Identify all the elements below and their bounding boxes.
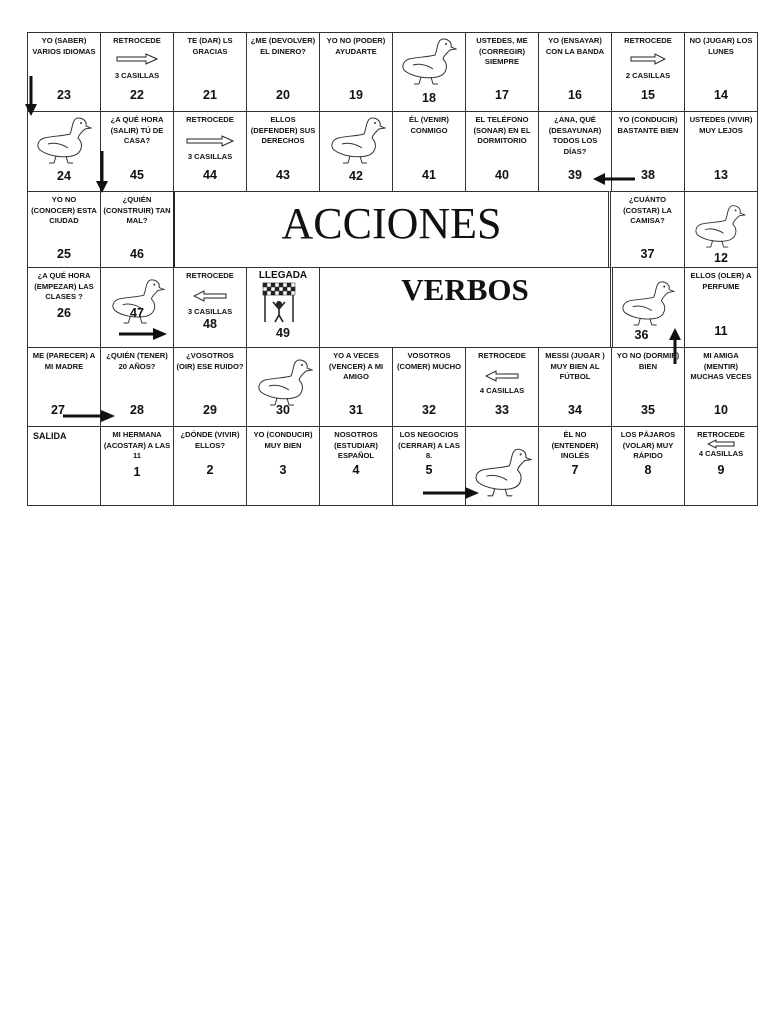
- goose-icon: [399, 35, 457, 85]
- square-number: 36: [634, 328, 649, 342]
- square-text: RETROCEDE: [697, 430, 745, 439]
- square-number: 24: [57, 169, 71, 183]
- square-number: 46: [130, 247, 144, 261]
- square-number: 21: [203, 88, 217, 102]
- square-number: 42: [349, 169, 363, 183]
- square-number: 25: [57, 247, 71, 261]
- square-25[interactable]: [27, 191, 101, 268]
- square-number: 19: [349, 88, 363, 102]
- square-23[interactable]: [27, 32, 101, 112]
- goose-icon: [255, 356, 313, 406]
- square-7[interactable]: [538, 426, 612, 506]
- square-11[interactable]: [684, 267, 758, 348]
- square-15[interactable]: [611, 32, 685, 112]
- square-number: 31: [349, 403, 363, 417]
- path-arrow-left-icon: [593, 173, 635, 185]
- finish-flag-icon: [262, 282, 296, 324]
- square-16[interactable]: [538, 32, 612, 112]
- square-number: 2: [206, 463, 214, 477]
- square-text: YO (SABER) VARIOS IDIOMAS: [32, 36, 96, 56]
- square-3[interactable]: [246, 426, 320, 506]
- square-text: MI AMIGA (MENTIR) MUCHAS VECES: [690, 351, 752, 382]
- square-text: RETROCEDE: [186, 115, 234, 124]
- square-text: YO NO (CONOCER) ESTA CIUDAD: [31, 195, 97, 226]
- square-18[interactable]: [392, 32, 466, 112]
- square-subtext: 4 CASILLAS: [698, 449, 744, 458]
- square-number: 26: [57, 306, 71, 320]
- square-text: ¿QUIÉN (TENER) 20 AÑOS?: [106, 351, 168, 371]
- square-8[interactable]: [611, 426, 685, 506]
- game-board: [27, 32, 758, 506]
- square-subtext: 3 CASILLAS: [114, 71, 160, 80]
- square-number: 35: [641, 403, 655, 417]
- square-number: 40: [495, 168, 509, 182]
- goose-icon: [619, 278, 675, 326]
- square-text: ME (PARECER) A MI MADRE: [32, 351, 96, 371]
- square-45[interactable]: [100, 111, 174, 192]
- square-text: NOSOTROS (ESTUDIAR) ESPAÑOL: [334, 430, 378, 461]
- square-22[interactable]: [100, 32, 174, 112]
- square-number: 12: [714, 251, 728, 265]
- path-arrow-right-icon: [63, 410, 115, 422]
- square-number: 14: [714, 88, 728, 102]
- square-text: ELLOS (OLER) A PERFUME: [690, 271, 752, 291]
- square-number: 49: [276, 326, 290, 340]
- square-number: 4: [352, 463, 360, 477]
- goose-icon: [691, 202, 747, 248]
- square-text: MI HERMANA (ACOSTAR) A LAS 11: [103, 430, 171, 461]
- square-12[interactable]: [684, 191, 758, 268]
- title-verbos: VERBOS: [401, 272, 529, 307]
- square-subtext: 3 CASILLAS: [187, 307, 233, 316]
- square-number: 3: [279, 463, 287, 477]
- square-text: USTEDES (VIVIR) MUY LEJOS: [689, 115, 753, 135]
- arrow-left-icon: [193, 290, 227, 302]
- square-number: 17: [495, 88, 509, 102]
- path-arrow-right-icon: [423, 487, 479, 499]
- square-33[interactable]: [465, 347, 539, 427]
- square-30[interactable]: [246, 347, 320, 427]
- square-number: 29: [203, 403, 217, 417]
- square-20[interactable]: [246, 32, 320, 112]
- square-text: ¿A QUÉ HORA (EMPEZAR) LAS CLASES ?: [34, 271, 94, 302]
- square-subtext: 3 CASILLAS: [187, 152, 233, 161]
- square-number: 27: [51, 403, 65, 417]
- square-49-llegada[interactable]: [246, 267, 320, 348]
- square-number: 43: [276, 168, 290, 182]
- square-44[interactable]: [173, 111, 247, 192]
- square-text: TE (DAR) LS GRACIAS: [187, 36, 233, 56]
- square-subtext: 2 CASILLAS: [625, 71, 671, 80]
- square-13[interactable]: [684, 111, 758, 192]
- square-number: 11: [714, 324, 728, 338]
- square-number: 44: [203, 168, 217, 182]
- square-text: RETROCEDE: [186, 271, 234, 280]
- square-number: 18: [422, 91, 436, 105]
- arrow-right-icon: [186, 135, 234, 147]
- square-number: 7: [571, 463, 579, 477]
- square-number: 45: [130, 168, 144, 182]
- square-29[interactable]: [173, 347, 247, 427]
- arrow-left-icon: [707, 439, 735, 449]
- goose-icon: [328, 114, 386, 164]
- square-32[interactable]: [392, 347, 466, 427]
- square-text: ¿ANA, QUÉ (DESAYUNAR) TODOS LOS DÍAS?: [548, 115, 602, 156]
- square-text: MESSI (JUGAR ) MUY BIEN AL FÚTBOL: [545, 351, 605, 382]
- arrow-left-icon: [485, 370, 519, 382]
- square-26[interactable]: [27, 267, 101, 348]
- square-9[interactable]: [684, 426, 758, 506]
- square-text: LOS NEGOCIOS (CERRAR) A LAS 8.: [398, 430, 460, 461]
- square-number: 38: [641, 168, 655, 182]
- square-19[interactable]: [319, 32, 393, 112]
- square-text: ÉL NO (ENTENDER) INGLÉS: [551, 430, 599, 461]
- square-number: 48: [203, 317, 217, 331]
- square-17[interactable]: [465, 32, 539, 112]
- square-text: YO (CONDUCIR) BASTANTE BIEN: [617, 115, 679, 135]
- square-4[interactable]: [319, 426, 393, 506]
- square-text: USTEDES, ME (CORREGIR) SIEMPRE: [476, 36, 528, 67]
- square-number: 13: [714, 168, 728, 182]
- square-number: 15: [641, 88, 655, 102]
- square-number: 30: [276, 403, 290, 417]
- square-text: EL TELÉFONO (SONAR) EN EL DORMITORIO: [473, 115, 531, 146]
- square-text: ÉL (VENIR) CONMIGO: [409, 115, 449, 135]
- title-box-verbos: [319, 267, 611, 348]
- square-text: NO (JUGAR) LOS LUNES: [689, 36, 753, 56]
- square-number: 37: [640, 247, 655, 261]
- square-34[interactable]: [538, 347, 612, 427]
- square-43[interactable]: [246, 111, 320, 192]
- square-number: 16: [568, 88, 582, 102]
- path-arrow-right-icon: [119, 328, 167, 340]
- square-number: 8: [644, 463, 652, 477]
- square-1[interactable]: [100, 426, 174, 506]
- square-24[interactable]: [27, 111, 101, 192]
- square-number: 34: [568, 403, 582, 417]
- square-14[interactable]: [684, 32, 758, 112]
- square-text: YO (ENSAYAR) CON LA BANDA: [545, 36, 605, 56]
- square-number: 20: [276, 88, 290, 102]
- square-number: 22: [130, 88, 144, 102]
- square-number: 1: [133, 465, 141, 479]
- square-number: 23: [57, 88, 71, 102]
- square-40[interactable]: [465, 111, 539, 192]
- square-number: 10: [714, 403, 728, 417]
- square-number: 33: [495, 403, 509, 417]
- square-number: 28: [130, 403, 144, 417]
- path-arrow-up-icon: [669, 328, 681, 364]
- square-48[interactable]: [173, 267, 247, 348]
- square-text: RETROCEDE: [113, 36, 161, 45]
- square-text: ¿DÓNDE (VIVIR) ELLOS?: [180, 430, 240, 450]
- square-text: ¿QUIÉN (CONSTRUIR) TAN MAL?: [103, 195, 171, 226]
- square-number: 5: [425, 463, 433, 477]
- square-text: RETROCEDE: [624, 36, 672, 45]
- square-number: 41: [422, 168, 436, 182]
- square-text: LOS PÁJAROS (VOLAR) MUY RÁPIDO: [620, 430, 676, 461]
- square-text: ¿VOSOTROS (OIR) ESE RUIDO?: [176, 351, 244, 371]
- square-31[interactable]: [319, 347, 393, 427]
- square-text: YO (CONDUCIR) MUY BIEN: [253, 430, 313, 450]
- square-text: ¿A QUÉ HORA (SALIR) TÚ DE CASA?: [110, 115, 164, 146]
- square-text: YO A VECES (VENCER) A MI AMIGO: [328, 351, 384, 382]
- square-text: VOSOTROS (COMER) MUCHO: [396, 351, 462, 371]
- square-37[interactable]: [608, 191, 685, 268]
- square-number: 39: [568, 168, 582, 182]
- llegada-label: LLEGADA: [258, 270, 308, 281]
- square-number: 32: [422, 403, 436, 417]
- path-arrow-down-icon: [25, 76, 37, 116]
- arrow-right-icon: [630, 53, 666, 65]
- square-number: 47: [130, 306, 144, 320]
- square-text: ELLOS (DEFENDER) SUS DERECHOS: [250, 115, 316, 146]
- square-text: ¿CUÁNTO (COSTAR) LA CAMISA?: [623, 195, 672, 226]
- goose-icon: [472, 445, 532, 497]
- square-subtext: 4 CASILLAS: [479, 386, 525, 395]
- square-salida[interactable]: [27, 426, 101, 506]
- salida-label: SALIDA: [33, 431, 67, 441]
- square-text: RETROCEDE: [478, 351, 526, 360]
- path-arrow-down-icon: [96, 151, 108, 193]
- title-box: [173, 191, 609, 268]
- square-2[interactable]: [173, 426, 247, 506]
- square-10[interactable]: [684, 347, 758, 427]
- square-42[interactable]: [319, 111, 393, 192]
- goose-icon: [34, 114, 92, 164]
- square-21[interactable]: [173, 32, 247, 112]
- square-text: YO NO (PODER) AYUDARTE: [326, 36, 386, 56]
- title-acciones: ACCIONES: [281, 199, 502, 248]
- square-41[interactable]: [392, 111, 466, 192]
- square-text: YO NO (DORMIR) BIEN: [616, 351, 680, 371]
- arrow-right-icon: [116, 53, 158, 65]
- square-number: 9: [717, 463, 725, 477]
- square-text: ¿ME (DEVOLVER) EL DINERO?: [250, 36, 316, 56]
- square-46[interactable]: [100, 191, 174, 268]
